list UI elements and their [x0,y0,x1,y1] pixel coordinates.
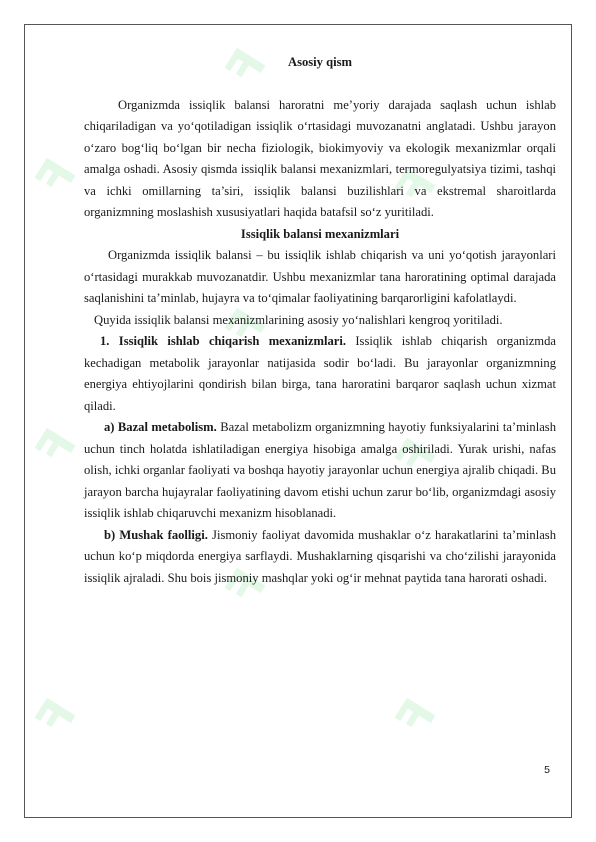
watermark-mark: ꟻ [24,689,87,745]
item-b-text: Jismoniy faoliyat davomida mushaklar o‘z harakatlarini ta’minlash uchun ko‘p miqdorda energiya sarflaydi. Mushaklarning qisqarishi va cho‘zilishi jarayonida issiqlik ajraladi. Shu bois jismoniy mashqlar yoki og‘ir mehnat paytida tana harorati oshadi. [84,527,557,585]
section-paragraph: Organizmda issiqlik balansi – bu issiqlik ishlab chiqarish va uni yo‘qotish jarayonlari o‘rtasidagi murakkab muvozanatdir. Ushbu mexanizmlar tana haroratining optimal darajada saqlanishini ta’minlab, hujayra va to‘qimalar faoliyatining barqarorligini kafolatlaydi. [84,248,556,305]
watermark-mark: ꟻ [24,149,87,205]
item-b-label: b) Mushak faolligi. [104,527,208,542]
item-1-label: 1. Issiqlik ishlab chiqarish mexanizmlari. [100,334,346,348]
section-heading: Issiqlik balansi mexanizmlari [240,226,400,241]
item-a-paragraph [84,417,556,525]
watermark-mark: ꟻ [384,689,447,745]
watermark-mark: ꟻ [384,159,447,215]
intro-paragraph: Organizmda issiqlik balansi haroratni me’yoriy darajada saqlash uchun ishlab chiqariladigan va yo‘qotiladigan issiqlik o‘rtasidagi muvozanatni anglatadi. Ushbu jarayon o‘zaro bog‘liq bo‘lgan bir necha fiziologik, biokimyoviy va ekologik mexanizmlar orqali amalga oshadi. Asosiy qismda issiqlik balansi mexanizmlari, termoregulyatsiya tizimi, tashqi va ichki omillarning ta’siri, issiqlik balansi buzilishlari va ekstremal sharoitlarda organizmning moslashish xususiyatlari haqida batafsil so‘z yuritiladi. [84,97,556,219]
item-1-paragraph [84,331,556,417]
watermark-mark: ꟻ [24,419,87,475]
item-a-text: Bazal metabolizm organizmning hayotiy funksiyalarini ta’minlash uchun tinch holatda ishlatiladigan energiya hisobiga amalga oshiriladi. Yurak urishi, nafas olish, ichki organlar faoliyati va boshqa hayotiy jarayonlar uchun energiya ajralib chiqadi. Bu jarayon barcha hujayralar faoliyatining davom etishi uchun zarur bo‘lib, organizmdagi asosiy issiqlik ishlab chiqaruvchi mexanizm hisoblanadi. [84,420,556,520]
watermark-mark: ꟻ [214,39,277,95]
item-1-text: Issiqlik ishlab chiqarish organizmda kechadigan metabolik jarayonlar natijasida sodir bo‘ladi. Bu jarayonlar organizmning energiya ehtiyojlarini qondirish bilan birga, tana haroratini barqaror saqlash uchun xizmat qiladi. [84,334,556,413]
document-body [84,52,556,589]
page-number: 5 [544,764,550,776]
watermark-mark: ꟻ [384,429,447,485]
item-b-paragraph [84,525,556,590]
watermark-mark: ꟻ [214,559,277,615]
overview-line: Quyida issiqlik balansi mexanizmlarining asosiy yo‘nalishlari kengroq yoritiladi. [94,312,503,327]
page-title: Asosiy qism [287,55,353,69]
item-a-label: a) Bazal metabolism. [104,420,217,434]
watermark-mark: ꟻ [214,299,277,355]
